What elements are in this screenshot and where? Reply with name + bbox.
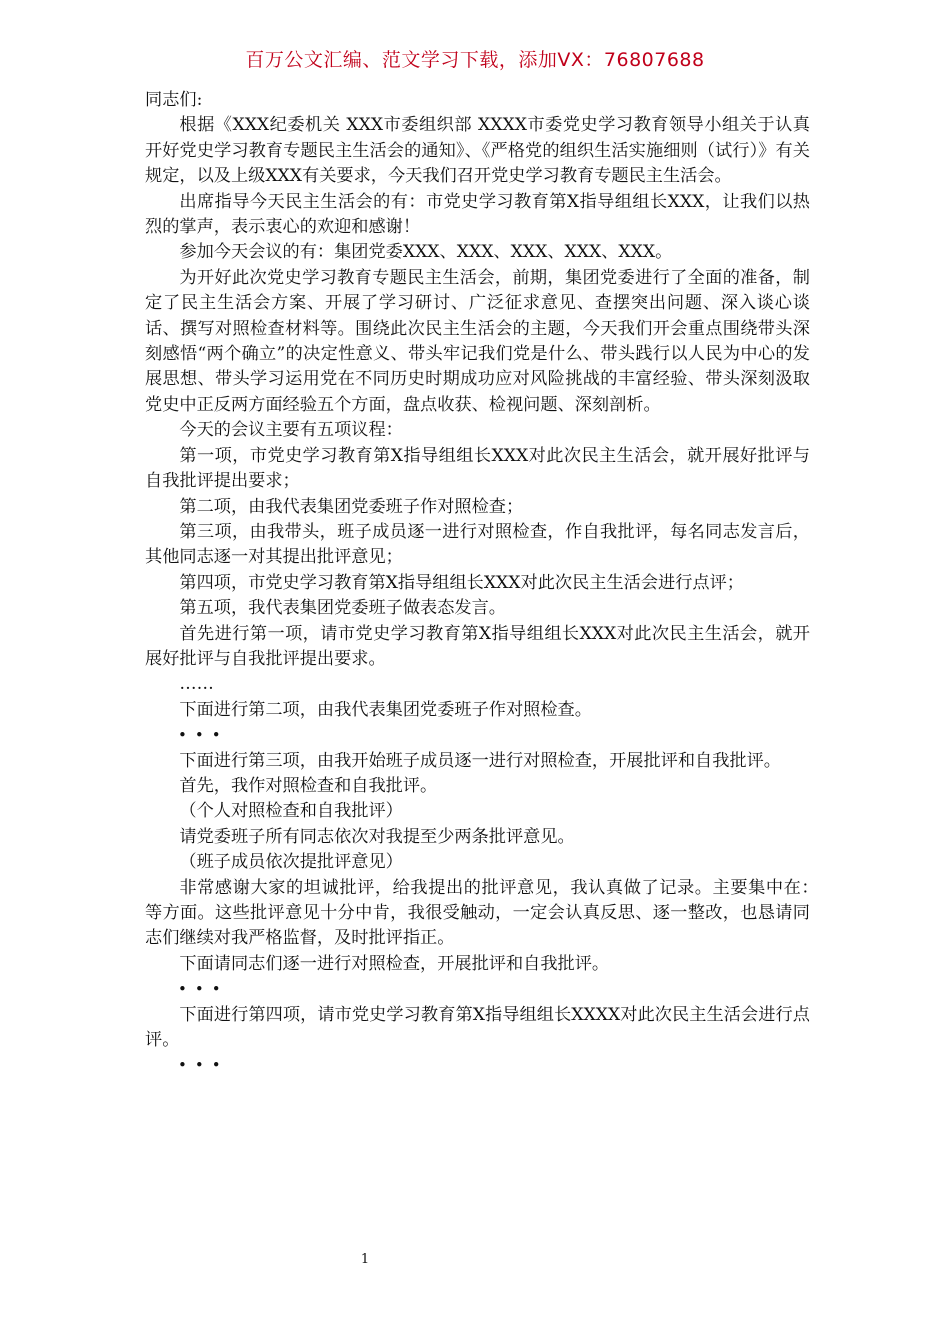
agenda-item-2: 第二项，由我代表集团党委班子作对照检查； bbox=[179, 496, 524, 517]
paragraph-note-criticism: （班子成员依次提批评意见） bbox=[179, 852, 403, 873]
paragraph-step-4: 下面进行第四项，请市党史学习教育第X指导组组长XXXX对此次民主生活会进行点评。 bbox=[145, 1004, 810, 1051]
separator-dots-2: ••• bbox=[178, 980, 229, 999]
salutation: 同志们: bbox=[145, 90, 203, 110]
agenda-item-5: 第五项，我代表集团党委班子做表态发言。 bbox=[179, 598, 506, 619]
paragraph-step-1: 首先进行第一项，请市党史学习教育第X指导组组长XXX对此次民主生活会，就开展好批评与自我批评提出要求。 bbox=[145, 623, 810, 669]
paragraph-thanks: 非常感谢大家的坦诚批评，给我提出的批评意见，我认真做了记录。主要集中在： 等方面。这些批评意见十分中肯，我很受触动，一定会认真反思、逐一整改，也恳请同志们继续对我严格监督，及时批评指正。 bbox=[145, 877, 828, 949]
separator-dots-1: ••• bbox=[178, 726, 229, 745]
paragraph-self-check: 首先，我作对照检查和自我批评。 bbox=[179, 775, 438, 796]
paragraph-preparation: 为开好此次党史学习教育专题民主生活会，前期，集团党委进行了全面的准备，制定了民主生活会方案、开展了学习研讨、广泛征求意见、查摆突出问题、深入谈心谈话、撰写对照检查材料等。围绕此次民主生活会的主题，今天我们开会重点围绕带头深刻感悟“两个确立”的决定性意义、带头牢记我们党是什么、带头践行以人民为中心的发展思想、带头学习运用党在不同历史时期成功应对风险挑战的丰富经验、带头深刻汲取党史中正反两方面经验五个方面，盘点收获、检视问题、深刻剖析。 bbox=[145, 267, 810, 415]
paragraph-request-criticism: 请党委班子所有同志依次对我提至少两条批评意见。 bbox=[179, 826, 575, 847]
agenda-item-3: 第三项，由我带头，班子成员逐一进行对照检查，作自我批评，每名同志发言后，其他同志逐一对其提出批评意见； bbox=[145, 521, 810, 568]
paragraph-attendees-guide: 出席指导今天民主生活会的有：市党史学习教育第X指导组组长XXX，让我们以热烈的掌声，表示衷心的欢迎和感谢！ bbox=[145, 191, 810, 238]
paragraph-step-3: 下面进行第三项，由我开始班子成员逐一进行对照检查，开展批评和自我批评。 bbox=[179, 750, 781, 771]
document-body bbox=[145, 88, 828, 1079]
header-banner: 百万公文汇编、范文学习下载，添加VX：76807688 bbox=[245, 49, 705, 71]
agenda-item-1: 第一项，市党史学习教育第X指导组组长XXX对此次民主生活会，就开展好批评与自我批评提出要求； bbox=[145, 445, 810, 492]
agenda-item-4: 第四项，市党史学习教育第X指导组组长XXX对此次民主生活会进行点评； bbox=[179, 572, 744, 593]
paragraph-agenda-intro: 今天的会议主要有五项议程： bbox=[179, 420, 403, 441]
paragraph-step-2: 下面进行第二项，由我代表集团党委班子作对照检查。 bbox=[179, 699, 592, 720]
paragraph-intro: 根据《XXX纪委机关 XXX市委组织部 XXXX市委党史学习教育领导小组关于认真开好党史学习教育专题民主生活会的通知》、《严格党的组织生活实施细则（试行）》有关规定，以及上级XXX有关要求，今天我们召开党史学习教育专题民主生活会。 bbox=[145, 115, 810, 187]
page-number: 1 bbox=[360, 1252, 370, 1267]
ellipsis-1: …… bbox=[179, 674, 214, 695]
paragraph-attendees: 参加今天会议的有：集团党委XXX、XXX、XXX、XXX、XXX。 bbox=[179, 242, 673, 263]
paragraph-members-check: 下面请同志们逐一进行对照检查，开展批评和自我批评。 bbox=[179, 953, 610, 974]
paragraph-note-self-check: （个人对照检查和自我批评） bbox=[179, 801, 403, 822]
separator-dots-3: ••• bbox=[178, 1056, 229, 1075]
